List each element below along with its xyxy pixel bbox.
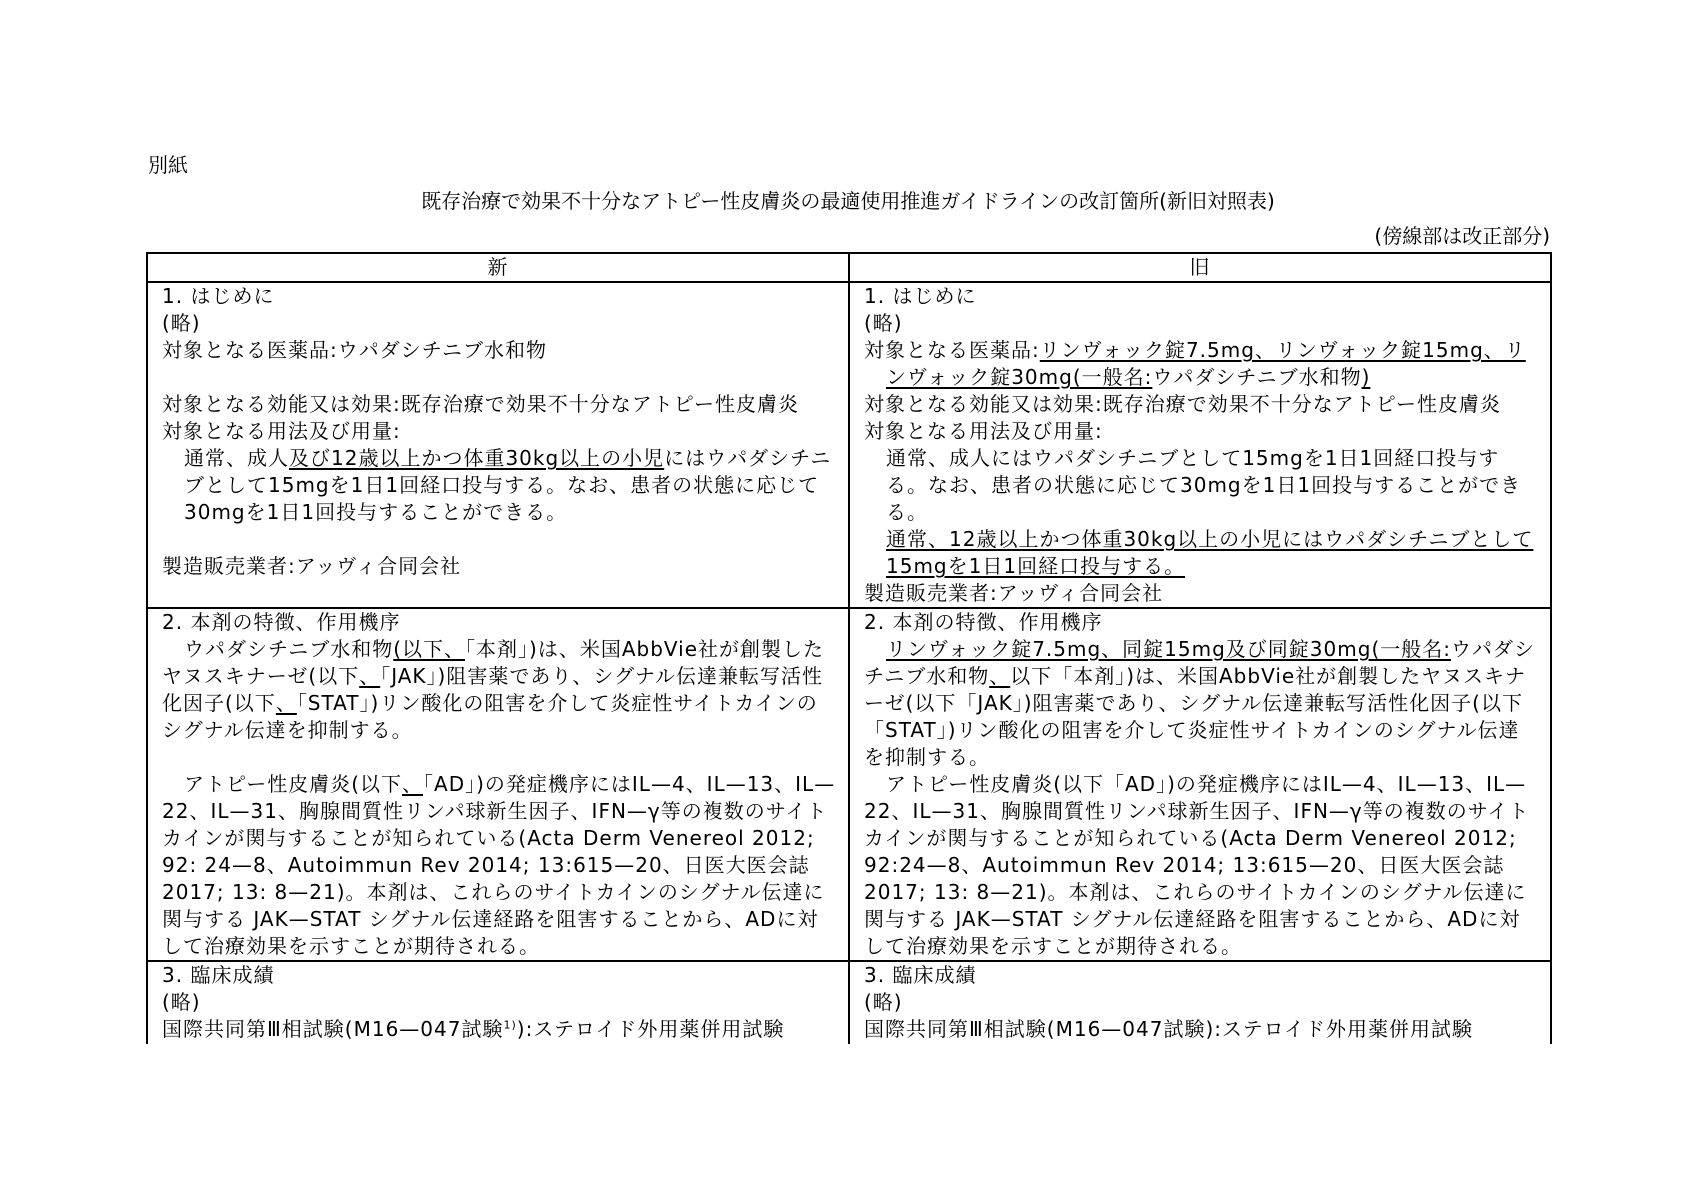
header-old: 旧 (849, 253, 1551, 282)
section-heading: 2. 本剤の特徴、作用機序 (162, 610, 401, 634)
cell-old-section-3 (849, 961, 1551, 1044)
dosage-label: 対象となる用法及び用量: (162, 419, 401, 443)
dosage-pediatric (864, 526, 1540, 580)
target-drug: 対象となる医薬品:ウパダシチニブ水和物 (162, 338, 547, 362)
target-drug: 対象となる医薬品:リンヴォック錠7.5mg、リンヴォック錠15mg、リンヴォック錠30mg(一般名:ウパダシチニブ水和物) (864, 338, 1526, 389)
omitted-text: (略) (162, 990, 201, 1014)
page-label: 別紙 (148, 153, 188, 177)
omitted-text: (略) (162, 311, 201, 335)
revised-underline: リンヴォック錠7.5mg、リンヴォック錠15mg、リンヴォック錠30mg(一般名: (886, 338, 1526, 389)
omitted-text: (略) (864, 990, 903, 1014)
revised-underline: 、 (275, 691, 297, 715)
dosage-label: 対象となる用法及び用量: (864, 419, 1103, 443)
revised-underline: 通常、12歳以上かつ体重30kg以上の小児にはウパダシチニブとして15mgを1日1回経口投与する。 (886, 527, 1534, 578)
target-efficacy: 対象となる効能又は効果:既存治療で効果不十分なアトピー性皮膚炎 (864, 392, 1501, 416)
manufacturer: 製造販売業者:アッヴィ合同会社 (162, 554, 462, 578)
revised-underline: 、 (359, 664, 381, 688)
revised-underline: 、 (989, 664, 1011, 688)
trial-title: 国際共同第Ⅲ相試験(M16—047試験$^{1)}$):ステロイド外用薬併用試験 (162, 1017, 785, 1041)
underline-note: (傍線部は改正部分) (1374, 224, 1550, 248)
cell-new-section-3 (147, 961, 849, 1044)
cell-new-section-1 (147, 282, 849, 608)
paragraph-mechanism: ウパダシチニブ水和物(以下、「本剤」)は、米国AbbVie社が創製したヤヌスキナーゼ(以下、「JAK」)阻害薬であり、シグナル伝達兼転写活性化因子(以下、「STAT」)リン酸化の阻害を介して炎症性サイトカインのシグナル伝達を抑制する。 (162, 637, 824, 742)
blank-line (162, 744, 838, 771)
table-row (147, 961, 1551, 1044)
omitted-text: (略) (864, 311, 903, 335)
table-header-row (147, 253, 1551, 282)
paragraph-ad-pathogenesis: アトピー性皮膚炎(以下、「AD」)の発症機序にはIL—4、IL—13、IL—22、IL—31、胸腺間質性リンパ球新生因子、IFN—γ等の複数のサイトカインが関与することが知られている(Acta Derm Venereol 2012; 92: 24—8、Autoimmun Rev 2014; 13:615—20、日医大医会誌2017; 13: 8—21)。本剤は、これらのサイトカインのシグナル伝達に関与する JAK—STAT シグナル伝達経路を阻害することから、ADに対して治療効果を示すことが期待される。 (162, 772, 836, 958)
revised-underline: (以下、 (393, 637, 466, 661)
section-heading: 2. 本剤の特徴、作用機序 (864, 610, 1103, 634)
table-row (147, 282, 1551, 608)
comparison-table (146, 252, 1552, 1044)
cell-old-section-1 (849, 282, 1551, 608)
revised-underline: リンヴォック錠7.5mg、同錠15mg及び同錠30mg(一般名: (886, 637, 1451, 661)
reference-superscript: 1) (503, 1018, 517, 1032)
section-heading: 1. はじめに (162, 284, 275, 308)
trial-title: 国際共同第Ⅲ相試験(M16—047試験):ステロイド外用薬併用試験 (864, 1017, 1474, 1041)
revised-underline: 及び12歳以上かつ体重30kg以上の小児 (289, 446, 665, 470)
cell-new-section-2 (147, 608, 849, 961)
blank-line (162, 526, 838, 553)
section-heading: 3. 臨床成績 (162, 963, 275, 987)
paragraph-mechanism: リンヴォック錠7.5mg、同錠15mg及び同錠30mg(一般名:ウパダシチニブ水和物、以下「本剤」)は、米国AbbVie社が創製したヤヌスキナーゼ(以下「JAK」)阻害薬であり、シグナル伝達兼転写活性化因子(以下「STAT」)リン酸化の阻害を介して炎症性サイトカインのシグナル伝達を抑制する。 (864, 637, 1535, 769)
revised-underline: ) (1361, 365, 1371, 389)
target-efficacy: 対象となる効能又は効果:既存治療で効果不十分なアトピー性皮膚炎 (162, 392, 799, 416)
dosage-text: 通常、成人にはウパダシチニブとして15mgを1日1回経口投与する。なお、患者の状態に応じて30mgを1日1回投与することができる。 (886, 446, 1522, 524)
table-row (147, 608, 1551, 961)
header-new: 新 (147, 253, 849, 282)
blank-line (162, 364, 838, 391)
cell-old-section-2 (849, 608, 1551, 961)
revised-underline: 、 (402, 772, 424, 796)
manufacturer: 製造販売業者:アッヴィ合同会社 (864, 581, 1164, 605)
dosage-text: 通常、成人及び12歳以上かつ体重30kg以上の小児にはウパダシチニブとして15mgを1日1回経口投与する。なお、患者の状態に応じて30mgを1日1回投与することができる。 (184, 446, 832, 524)
section-heading: 3. 臨床成績 (864, 963, 977, 987)
section-heading: 1. はじめに (864, 284, 977, 308)
paragraph-ad-pathogenesis: アトピー性皮膚炎(以下「AD」)の発症機序にはIL—4、IL—13、IL—22、IL—31、胸腺間質性リンパ球新生因子、IFN—γ等の複数のサイトカインが関与することが知られている(Acta Derm Venereol 2012; 92:24—8、Autoimmun Rev 2014; 13:615—20、日医大医会誌2017; 13: 8—21)。本剤は、これらのサイトカインのシグナル伝達に関与する JAK—STAT シグナル伝達経路を阻害することから、ADに対して治療効果を示すことが期待される。 (864, 772, 1530, 958)
document-title: 既存治療で効果不十分なアトピー性皮膚炎の最適使用推進ガイドラインの改訂箇所(新旧対照表) (421, 189, 1275, 213)
